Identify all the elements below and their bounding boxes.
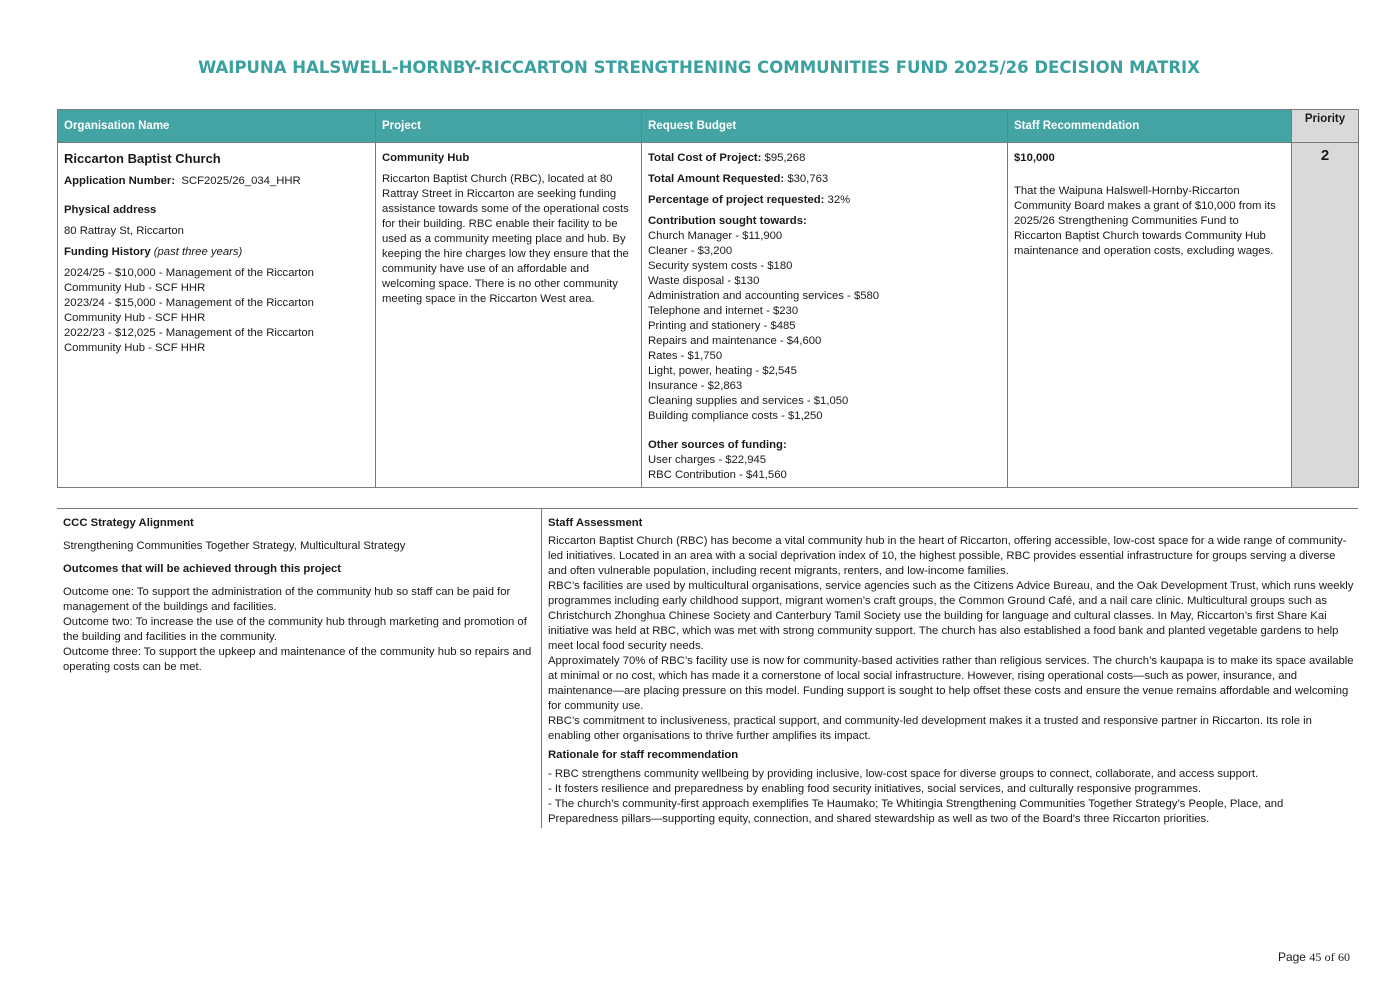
project-description: Riccarton Baptist Church (RBC), located at 80 Rattray Street in Riccarton are seeking funding assistance towards some of the operational costs for their building. RBC enable their facility to be used as a community meeting place and hub. By keeping the hire charges low they ensure that the community have use of an affordable and welcoming space. There is no other community meeting space in the Riccarton West area. — [382, 173, 629, 305]
staff-assessment-column — [548, 516, 1354, 827]
rationale-list — [548, 767, 1354, 827]
outcomes-list — [63, 585, 533, 675]
application-number-line — [64, 174, 369, 189]
strategy-alignment-column — [63, 516, 533, 675]
address-label: Physical address — [64, 204, 157, 216]
contribution-list — [648, 229, 1001, 424]
organisation-cell — [58, 143, 376, 488]
contribution-item: Telephone and internet - $230 — [648, 305, 799, 317]
staff-assessment-label: Staff Assessment — [548, 517, 643, 529]
funding-history-item: 2022/23 - $12,025 - Management of the Riccarton Community Hub - SCF HHR — [64, 327, 314, 354]
rationale-item: - It fosters resilience and preparedness by enabling food security initiatives, social services, and culturally responsive programmes. — [548, 783, 1202, 795]
outcome-item: Outcome two: To increase the use of the community hub through marketing and promotion of the building and facilities in the community. — [63, 616, 527, 643]
contribution-item: Printing and stationery - $485 — [648, 320, 796, 332]
contribution-item: Cleaner - $3,200 — [648, 245, 733, 257]
funding-history-list — [64, 266, 369, 356]
outcome-item: Outcome one: To support the administration of the community hub so staff can be paid for management of the buildings and facilities. — [63, 586, 511, 613]
strategy-alignment-text: Strengthening Communities Together Strategy, Multicultural Strategy — [63, 540, 406, 552]
decision-matrix-table — [57, 109, 1359, 488]
funding-history-heading — [64, 245, 369, 260]
other-sources-list — [648, 453, 1001, 483]
other-source-item: User charges - $22,945 — [648, 454, 767, 466]
funding-history-note: (past three years) — [153, 246, 243, 258]
assessment-paragraph: Approximately 70% of RBC’s facility use is now for community-based activities rather than religious services. The church’s kaupapa is to make its space available at minimal or no cost, which has made it a cornerstone of local social infrastructure. However, rising operational costs—such as power, insurance, and maintenance—are placing pressure on this model. Funding support is sought to help offset these costs and ensure the venue remains affordable and welcoming for community use. — [548, 655, 1354, 712]
header-organisation: Organisation Name — [58, 110, 376, 143]
contribution-label: Contribution sought towards: — [648, 215, 807, 227]
address: 80 Rattray St, Riccarton — [64, 225, 184, 237]
total-requested-line — [648, 172, 1001, 187]
contribution-item: Security system costs - $180 — [648, 260, 793, 272]
priority-cell: 2 — [1292, 143, 1359, 488]
assessment-section — [57, 508, 1358, 828]
other-source-item: RBC Contribution - $41,560 — [648, 469, 787, 481]
recommendation-text: That the Waipuna Halswell-Hornby-Riccarton Community Board makes a grant of $10,000 from its 2025/26 Strengthening Communities Fund to Riccarton Baptist Church towards Community Hub maintenance and operation costs, excluding wages. — [1014, 185, 1276, 257]
table-header-row — [58, 110, 1359, 143]
page-of-label: of — [1324, 950, 1335, 964]
funding-history-label: Funding History — [64, 246, 151, 258]
contribution-item: Waste disposal - $130 — [648, 275, 760, 287]
page-footer — [1278, 950, 1350, 965]
contribution-item: Administration and accounting services - $580 — [648, 290, 880, 302]
assessment-paragraph: RBC’s facilities are used by multicultural organisations, service agencies such as the Citizens Advice Bureau, and the Oak Development Trust, which runs weekly programmes including early childhood support, migrant women’s craft groups, the Common Ground Café, and a nail care clinic. Multicultural groups such as Christchurch Zhonghua Chinese Society and Canterbury Tamil Society use the building for language and cultural classes. In May, Riccarton’s first Share Kai initiative was held at RBC, which was met with strong community support. The church has also established a food bank and planted vegetable gardens to help meet local food security needs. — [548, 580, 1354, 652]
percentage-value: 32% — [827, 194, 851, 206]
project-name: Community Hub — [382, 152, 470, 164]
strategy-alignment-label: CCC Strategy Alignment — [63, 517, 194, 529]
contribution-item: Light, power, heating - $2,545 — [648, 365, 797, 377]
other-sources-label: Other sources of funding: — [648, 439, 787, 451]
header-recommendation: Staff Recommendation — [1008, 110, 1292, 143]
header-project: Project — [376, 110, 642, 143]
page-total: 60 — [1338, 950, 1350, 964]
total-cost-line — [648, 151, 1001, 166]
document-title: WAIPUNA HALSWELL-HORNBY-RICCARTON STRENGTHENING COMMUNITIES FUND 2025/26 DECISION MATRIX — [198, 58, 1200, 77]
project-cell — [376, 143, 642, 488]
outcome-item: Outcome three: To support the upkeep and maintenance of the community hub so repairs and operating costs can be met. — [63, 646, 532, 673]
assessment-paragraph: RBC’s commitment to inclusiveness, practical support, and community-led development makes it a trusted and responsive partner in Riccarton. Its role in enabling other organisations to thrive further amplifies its impact. — [548, 715, 1312, 742]
assessment-paragraph: Riccarton Baptist Church (RBC) has become a vital community hub in the heart of Riccarton, offering accessible, low-cost space for a wide range of community-led initiatives. Located in an area with a social deprivation index of 10, the highest possible, RBC provides essential infrastructure for groups serving a diverse and often vulnerable population, including recent migrants, renters, and low-income families. — [548, 535, 1347, 577]
header-priority: Priority — [1292, 110, 1359, 143]
contribution-item: Repairs and maintenance - $4,600 — [648, 335, 822, 347]
rationale-item: - RBC strengthens community wellbeing by providing inclusive, low-cost space for diverse groups to connect, collaborate, and access support. — [548, 768, 1259, 780]
budget-cell — [642, 143, 1008, 488]
contribution-item: Church Manager - $11,900 — [648, 230, 783, 242]
staff-assessment-paragraphs — [548, 534, 1354, 744]
recommendation-cell — [1008, 143, 1292, 488]
page-number: 45 — [1309, 950, 1322, 964]
page-label: Page — [1277, 950, 1306, 964]
application-number: SCF2025/26_034_HHR — [181, 175, 301, 187]
column-divider — [541, 508, 542, 828]
rationale-item: - The church’s community-first approach exemplifies Te Haumako; Te Whitingia Strengthening Communities Together Strategy’s People, Place, and Preparedness pillars—supporting equity, connection, and shared stewardship as well as two of the Board's three Riccarton priorities. — [548, 798, 1284, 825]
application-number-label: Application Number: — [64, 175, 176, 187]
contribution-item: Building compliance costs - $1,250 — [648, 410, 823, 422]
contribution-item: Rates - $1,750 — [648, 350, 723, 362]
funding-history-item: 2024/25 - $10,000 - Management of the Riccarton Community Hub - SCF HHR — [64, 267, 314, 294]
funding-history-item: 2023/24 - $15,000 - Management of the Riccarton Community Hub - SCF HHR — [64, 297, 314, 324]
total-requested-value: $30,763 — [787, 173, 829, 185]
section-divider — [57, 508, 1358, 509]
rationale-label: Rationale for staff recommendation — [548, 749, 739, 761]
table-row — [58, 143, 1359, 488]
contribution-item: Insurance - $2,863 — [648, 380, 743, 392]
recommendation-amount: $10,000 — [1014, 152, 1055, 164]
header-budget: Request Budget — [642, 110, 1008, 143]
outcomes-label: Outcomes that will be achieved through this project — [63, 563, 342, 575]
percentage-line — [648, 193, 1001, 208]
total-cost-value: $95,268 — [764, 152, 806, 164]
organisation-name: Riccarton Baptist Church — [64, 151, 221, 166]
contribution-item: Cleaning supplies and services - $1,050 — [648, 395, 849, 407]
total-cost-label: Total Cost of Project: — [648, 152, 762, 164]
total-requested-label: Total Amount Requested: — [648, 173, 785, 185]
percentage-label: Percentage of project requested: — [648, 194, 825, 206]
